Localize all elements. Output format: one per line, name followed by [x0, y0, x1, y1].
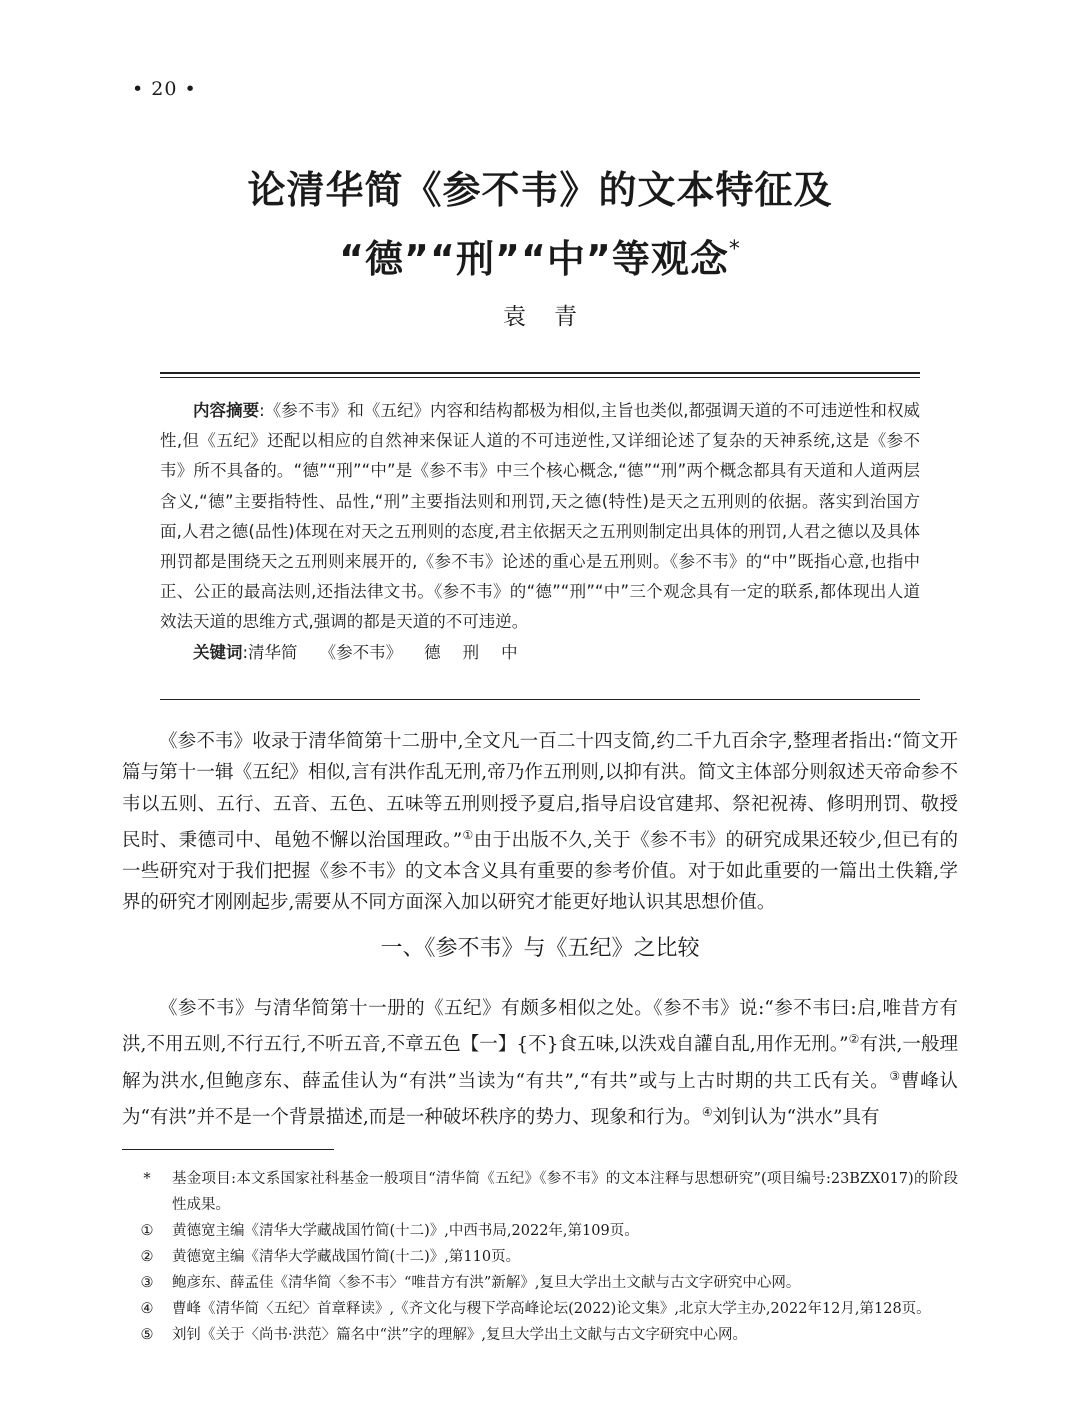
keywords-line [160, 638, 920, 668]
footnote-text: 鲍彦东、薛孟佳《清华简〈参不韦〉“唯昔方有洪”新解》,复旦大学出土文献与古文字研究中心网。 [172, 1275, 801, 1291]
footnote-ref[interactable]: ② [848, 1032, 860, 1047]
footnote-ref[interactable]: ④ [701, 1104, 713, 1119]
footnote-mark: ② [140, 1249, 154, 1265]
footnote-ref[interactable]: ③ [889, 1068, 901, 1083]
footnote-item [122, 1244, 958, 1270]
article-title [0, 160, 1080, 289]
footnotes [122, 1166, 958, 1348]
keywords-label: 关键词 [193, 642, 243, 662]
footnote-item [122, 1270, 958, 1296]
footnote-mark: ③ [140, 1275, 154, 1291]
footnote-mark: ① [140, 1223, 154, 1239]
abstract-label: 内容摘要 [193, 401, 260, 420]
footnote-text: 刘钊《关于〈尚书·洪范〉篇名中“洪”字的理解》,复旦大学出土文献与古文字研究中心网。 [172, 1327, 748, 1343]
section-heading: 一、《参不韦》与《五纪》之比较 [380, 936, 700, 961]
footnote-item [122, 1322, 958, 1348]
title-footnote-mark: * [728, 237, 741, 262]
page-number: • 20 • [132, 78, 197, 100]
footnote-item [122, 1218, 958, 1244]
footnote-item [122, 1166, 958, 1218]
footnote-text: 黄德宽主编《清华大学藏战国竹简(十二)》,中西书局,2022年,第109页。 [172, 1223, 639, 1239]
footnote-mark: ⑤ [140, 1327, 154, 1343]
keyword: 中 [501, 642, 518, 662]
keyword: 德 [424, 642, 441, 662]
footnote-ref[interactable]: ① [462, 827, 474, 842]
keyword: :清华简 [242, 642, 298, 662]
paragraph-text: 由于出版不久,关于《参不韦》的研究成果还较少,但已有的一些研究对于我们把握《参不韦》的文本含义具有重要的参考价值。对于如此重要的一篇出土佚籍,学界的研究才刚刚起步,需要从不同方面深入加以研究才能更好地认识其思想价值。 [122, 829, 958, 914]
paragraph [122, 993, 958, 1133]
paragraph-text: 曹峰认为“有洪”并不是一个背景描述,而是一种破坏秩序的势力、现象和行为。 [122, 1070, 958, 1128]
title-line-1: 论清华简《参不韦》的文本特征及 [247, 168, 833, 212]
paragraph-text: 刘钊认为“洪水”具有 [712, 1106, 880, 1128]
abstract-block [160, 396, 920, 668]
abstract-bottom-rule [160, 699, 920, 700]
footnote-item [122, 1296, 958, 1322]
body-paragraph-1 [122, 726, 958, 919]
abstract-top-rule-thin [160, 377, 920, 378]
body-paragraph-2 [122, 993, 958, 1133]
paragraph [122, 726, 958, 919]
footnote-mark: ④ [140, 1301, 154, 1317]
author-name: 袁青 [503, 304, 605, 330]
abstract-paragraph [160, 396, 920, 638]
keyword: 《参不韦》 [319, 642, 403, 662]
abstract-text: :《参不韦》和《五纪》内容和结构都极为相似,主旨也类似,都强调天道的不可违逆性和权威性,但《五纪》还配以相应的自然神来保证人道的不可违逆性,又详细论述了复杂的天神系统,这是《参不韦》所不具备的。“德”“刑”“中”是《参不韦》中三个核心概念,“德”“刑”两个概念都具有天道和人道两层含义,“德”主要指特性、品性,“刑”主要指法则和刑罚,天之德(特性)是天之五刑则的依据。落实到治国方面,人君之德(品性)体现在对天之五刑则的态度,君主依据天之五刑则制定出具体的刑罚,人君之德以及具体刑罚都是围绕天之五刑则来展开的,《参不韦》论述的重心是五刑则。《参不韦》的“中”既指心意,也指中正、公正的最高法则,还指法律文书。《参不韦》的“德”“刑”“中”三个观念具有一定的联系,都体现出人道效法天道的思维方式,强调的都是天道的不可违逆。 [160, 401, 920, 632]
title-line-2-text: “德”“刑”“中”等观念 [339, 237, 729, 281]
footnote-text: 基金项目:本文系国家社科基金一般项目“清华简《五纪》《参不韦》的文本注释与思想研究”(项目编号:23BZX017)的阶段性成果。 [172, 1171, 958, 1213]
paragraph-text: 有洪,一般理解为洪水,但鲍彦东、薛孟佳认为“有洪”当读为“有共”,“有共”或与上古时期的共工氏有关。 [122, 1034, 958, 1092]
keyword: 刑 [462, 642, 480, 662]
abstract-top-rule [160, 372, 920, 374]
title-line-2 [0, 220, 1080, 289]
footnote-text: 黄德宽主编《清华大学藏战国竹简(十二)》,第110页。 [172, 1249, 521, 1265]
paragraph-text: 《参不韦》收录于清华简第十二册中,全文凡一百二十四支简,约二千九百余字,整理者指出:“简文开篇与第十一辑《五纪》相似,言有洪作乱无刑,帝乃作五刑则,以抑有洪。简文主体部分则叙述天帝命参不韦以五则、五行、五音、五色、五味等五刑则授予夏启,指导启设官建邦、祭祀祝祷、修明刑罚、敬授民时、秉德司中、黾勉不懈以治国理政。” [122, 731, 958, 851]
footnote-mark: * [143, 1171, 151, 1187]
footnote-separator [122, 1149, 334, 1150]
paragraph-text: 《参不韦》与清华简第十一册的《五纪》有颇多相似之处。《参不韦》说:“参不韦曰:启,唯昔方有洪,不用五则,不行五行,不听五音,不章五色【一】{不}食五味,以泆戏自讙自乱,用作无刑。” [122, 998, 958, 1056]
footnote-text: 曹峰《清华简〈五纪〉首章释读》,《齐文化与稷下学高峰论坛(2022)论文集》,北京大学主办,2022年12月,第128页。 [172, 1301, 931, 1317]
